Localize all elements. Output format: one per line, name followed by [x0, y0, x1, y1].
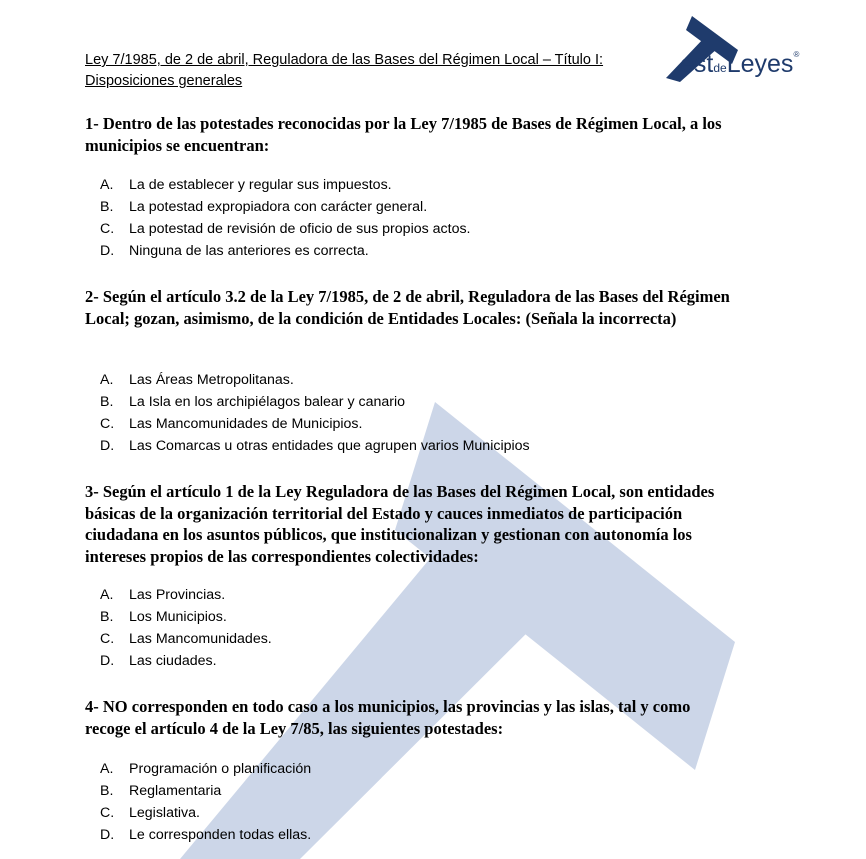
question-1: 1- Dentro de las potestades reconocidas por la Ley 7/1985 de Bases de Régimen Local, a los municipios se encuentran: — [85, 114, 722, 155]
option-4a[interactable]: A. Programación o planificación — [100, 761, 312, 777]
logo-wordmark: estdeLeyes® — [680, 50, 800, 78]
option-1b[interactable]: B. La potestad expropiadora con carácter general. — [100, 199, 428, 215]
question-4: 4- NO corresponden en todo caso a los municipios, las provincias y las islas, tal y como recoge el artículo 4 de la Ley 7/85, las siguientes potestades: — [85, 697, 691, 738]
option-1c[interactable]: C. La potestad de revisión de oficio de sus propios actos. — [100, 221, 471, 237]
options-question-1 — [100, 174, 471, 262]
option-4c[interactable]: C. Legislativa. — [100, 805, 200, 821]
question-2: 2- Según el artículo 3.2 de la Ley 7/1985, de 2 de abril, Reguladora de las Bases del Régimen Local; gozan, asimismo, de la condición de Entidades Locales: (Señala la incorrecta) — [85, 287, 730, 328]
question-3: 3- Según el artículo 1 de la Ley Reguladora de las Bases del Régimen Local, son entidades básicas de la organización territorial del Estado y cauces inmediatos de participación ciudadana en los asuntos públicos, que institucionalizan y gestionan con autonomía los intereses propios de las correspondientes colectividades: — [85, 482, 715, 566]
option-3c[interactable]: C. Las Mancomunidades. — [100, 631, 272, 647]
option-1a[interactable]: A. La de establecer y regular sus impuestos. — [100, 177, 392, 193]
options-question-4 — [100, 758, 311, 846]
option-2b[interactable]: B. La Isla en los archipiélagos balear y canario — [100, 394, 406, 410]
options-question-3 — [100, 584, 272, 672]
option-4b[interactable]: B. Reglamentaria — [100, 783, 222, 799]
option-2d[interactable]: D. Las Comarcas u otras entidades que agrupen varios Municipios — [100, 438, 530, 454]
option-3b[interactable]: B. Los Municipios. — [100, 609, 227, 625]
options-question-2 — [100, 369, 530, 457]
option-1d[interactable]: D. Ninguna de las anteriores es correcta. — [100, 243, 369, 259]
option-4d[interactable]: D. Le corresponden todas ellas. — [100, 827, 312, 843]
document-header — [85, 50, 655, 92]
option-3d[interactable]: D. Las ciudades. — [100, 653, 217, 669]
option-2a[interactable]: A. Las Áreas Metropolitanas. — [100, 372, 294, 388]
option-3a[interactable]: A. Las Provincias. — [100, 587, 226, 603]
header-title-line2: Disposiciones generales — [85, 73, 243, 89]
header-title-line1: Ley 7/1985, de 2 de abril, Reguladora de las Bases del Régimen Local – Título I: — [85, 52, 604, 68]
testdeleyes-logo — [660, 12, 855, 84]
option-2c[interactable]: C. Las Mancomunidades de Municipios. — [100, 416, 363, 432]
